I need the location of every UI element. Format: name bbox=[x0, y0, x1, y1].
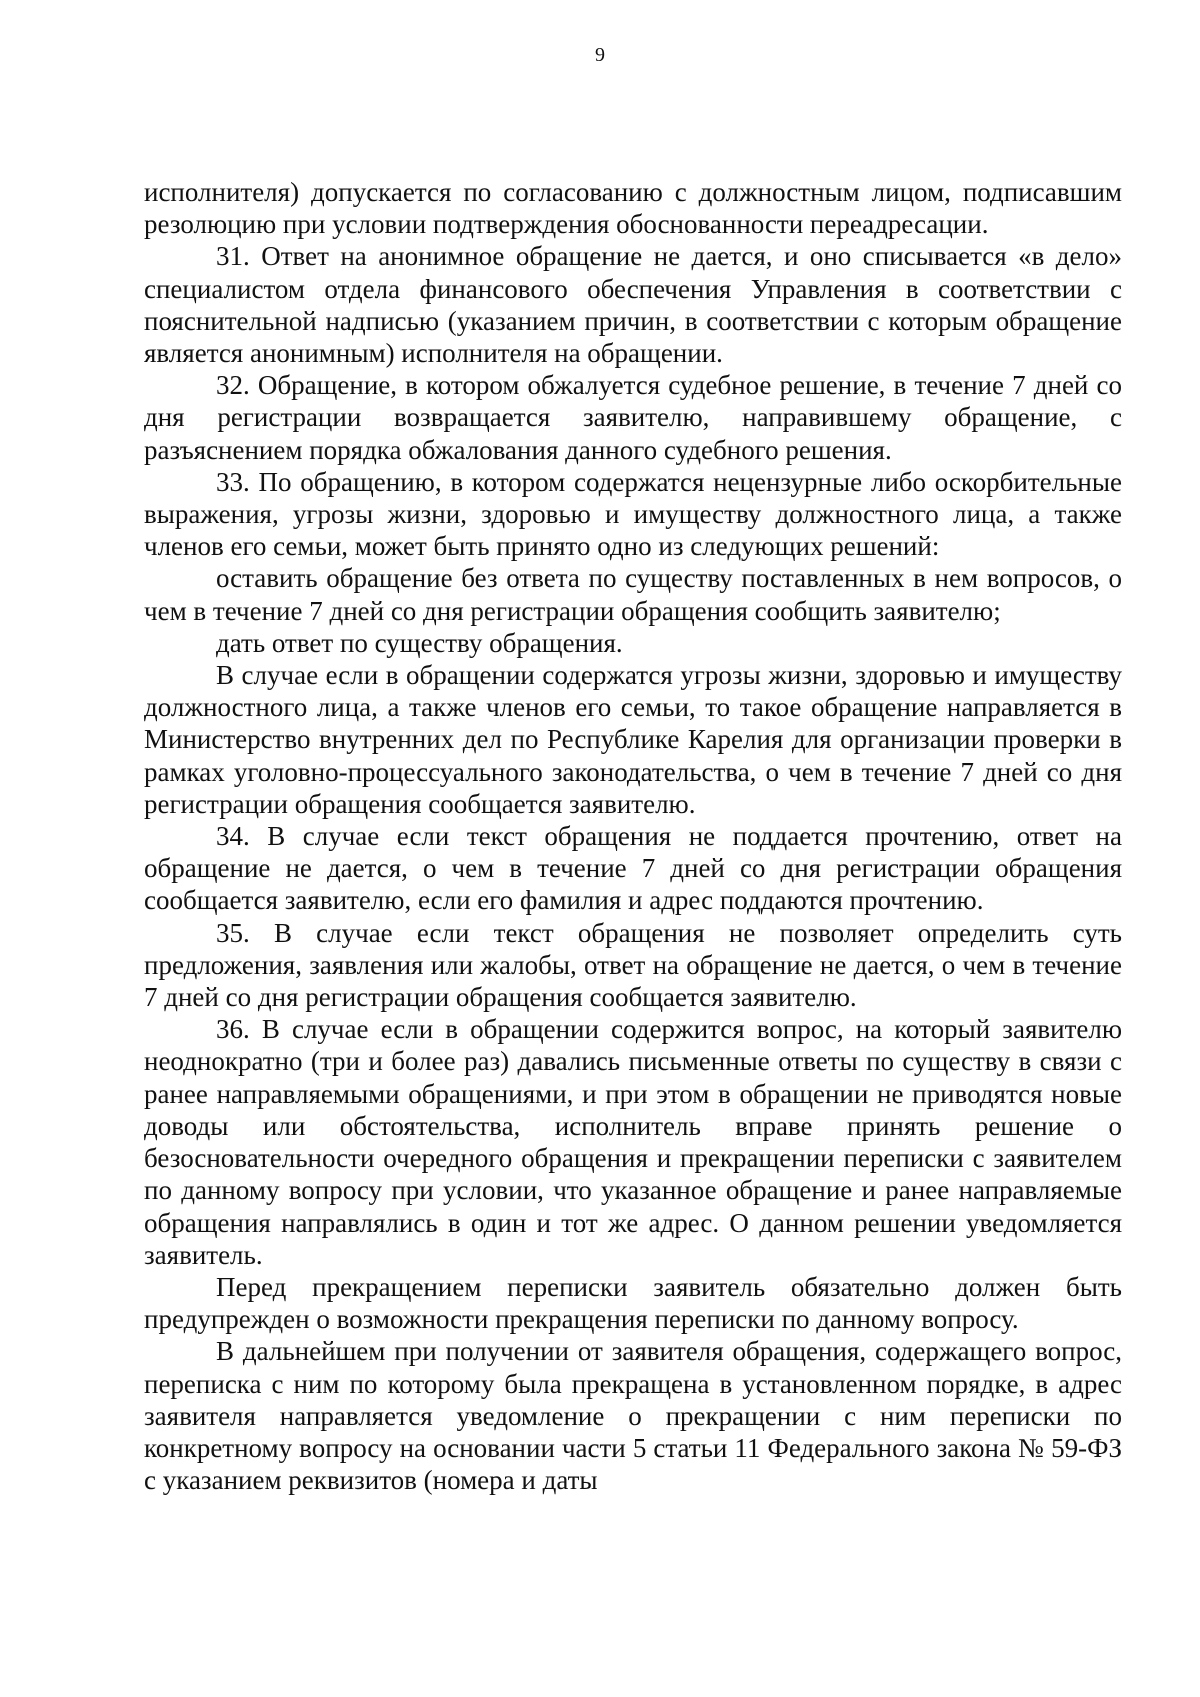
paragraph-36-notification: В дальнейшем при получении от заявителя обращения, содержащего вопрос, переписка с ним по которому была прекращена в установленном порядке, в адрес заявителя направляется уведомление о прекращении с ним переписки по конкретному вопросу на основании части 5 статьи 11 Федерального закона № 59-ФЗ с указанием реквизитов (номера и даты bbox=[144, 1336, 1122, 1496]
paragraph-32: 32. Обращение, в котором обжалуется судебное решение, в течение 7 дней со дня регистрации возвращается заявителю, направившему обращение, с разъяснением порядка обжалования данного судебного решения. bbox=[144, 370, 1122, 465]
paragraph-31: 31. Ответ на анонимное обращение не дается, и оно списывается «в дело» специалистом отдела финансового обеспечения Управления в соответствии с пояснительной надписью (указанием причин, в соответствии с которым обращение является анонимным) исполнителя на обращении. bbox=[144, 241, 1122, 369]
paragraph-33: 33. По обращению, в котором содержатся нецензурные либо оскорбительные выражения, угрозы жизни, здоровью и имуществу должностного лица, а также членов его семьи, может быть принято одно из следующих решений: bbox=[144, 466, 1122, 562]
page-number: 9 bbox=[595, 44, 605, 66]
paragraph-36-warning: Перед прекращением переписки заявитель обязательно должен быть предупрежден о возможности прекращения переписки по данному вопросу. bbox=[144, 1271, 1122, 1335]
paragraph-33-option-2: дать ответ по существу обращения. bbox=[216, 627, 623, 658]
paragraph-continuation: исполнителя) допускается по согласованию с должностным лицом, подписавшим резолюцию при условии подтверждения обоснованности переадресации. bbox=[144, 177, 1122, 240]
paragraph-33-option-1: оставить обращение без ответа по существу поставленных в нем вопросов, о чем в течение 7 дней со дня регистрации обращения сообщить заявителю; bbox=[144, 563, 1122, 626]
paragraph-35: 35. В случае если текст обращения не позволяет определить суть предложения, заявления или жалобы, ответ на обращение не дается, о чем в течение 7 дней со дня регистрации обращения сообщается заявителю. bbox=[144, 917, 1122, 1013]
paragraph-34: 34. В случае если текст обращения не поддается прочтению, ответ на обращение не дается, о чем в течение 7 дней со дня регистрации обращения сообщается заявителю, если его фамилия и адрес поддаются прочтению. bbox=[144, 821, 1122, 916]
document-body bbox=[144, 176, 1122, 1496]
paragraph-33-threats: В случае если в обращении содержатся угрозы жизни, здоровью и имуществу должностного лица, а также членов его семьи, то такое обращение направляется в Министерство внутренних дел по Республике Карелия для организации проверки в рамках уголовно-процессуального законодательства, о чем в течение 7 дней со дня регистрации обращения сообщается заявителю. bbox=[144, 660, 1122, 819]
paragraph-36: 36. В случае если в обращении содержится вопрос, на который заявителю неоднократно (три и более раз) давались письменные ответы по существу в связи с ранее направляемыми обращениями, и при этом в обращении не приводятся новые доводы или обстоятельства, исполнитель вправе принять решение о безосновательности очередного обращения и прекращении переписки с заявителем по данному вопросу при условии, что указанное обращение и ранее направляемые обращения направлялись в один и тот же адрес. О данном решении уведомляется заявитель. bbox=[144, 1014, 1122, 1270]
